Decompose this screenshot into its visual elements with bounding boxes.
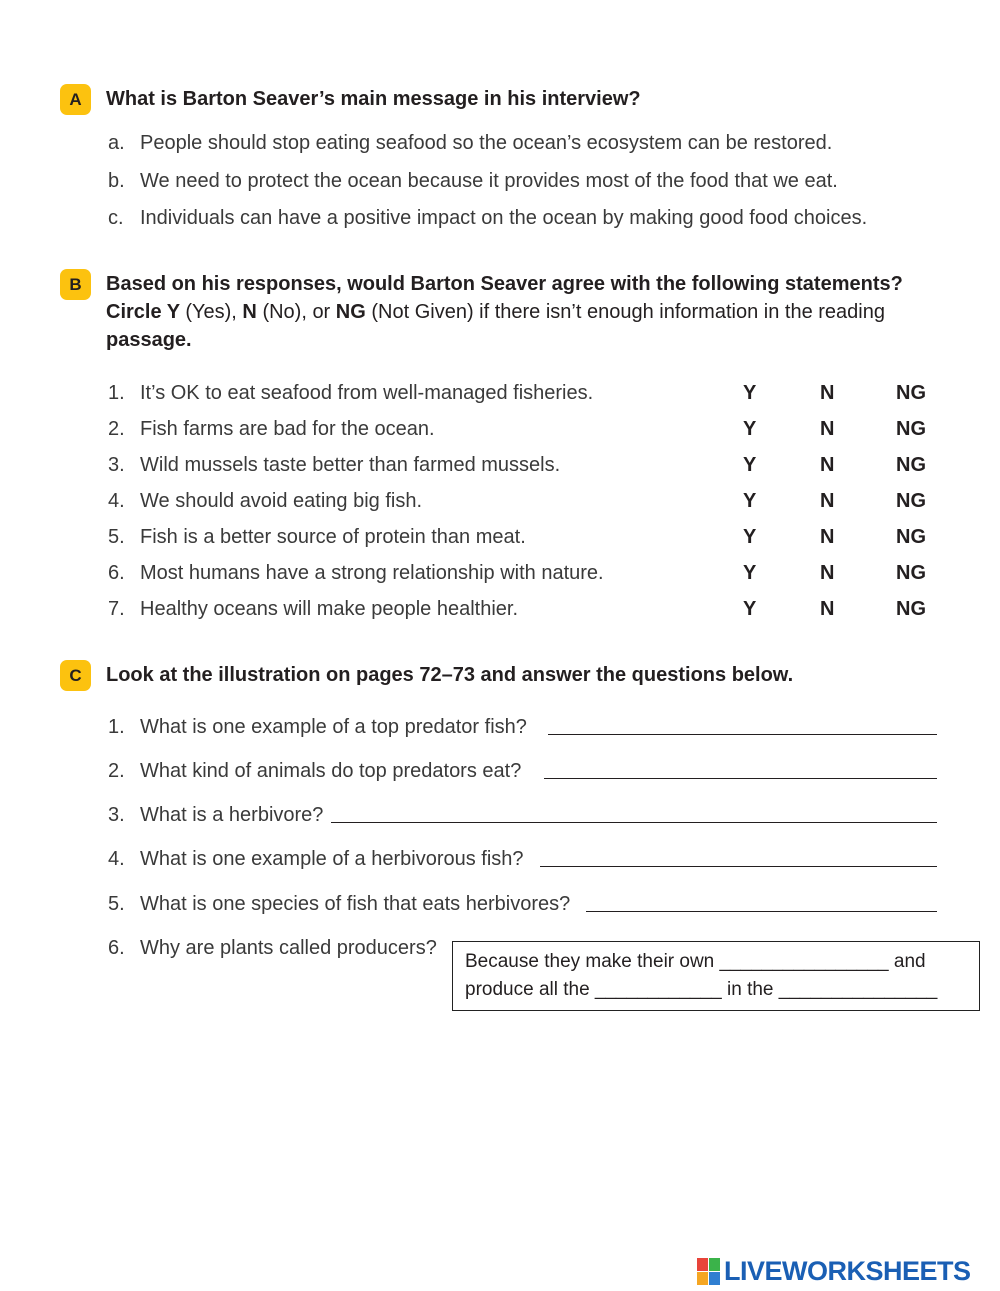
option-b[interactable]: b. We need to protect the ocean because it provides most of the food that we eat.: [108, 170, 838, 192]
question-c3: 3. What is a herbivore?: [108, 804, 324, 826]
answer-line-2[interactable]: [544, 778, 937, 779]
section-c-badge: C: [60, 660, 91, 691]
answer-box-line-2: produce all the ____________ in the _______________: [465, 979, 938, 1000]
statement-5: 5. Fish is a better source of protein than meat.: [108, 526, 526, 548]
choice-ng-7[interactable]: NG: [896, 598, 926, 620]
choice-ng-1[interactable]: NG: [896, 382, 926, 404]
choice-y-5[interactable]: Y: [743, 526, 757, 548]
section-b-badge: B: [60, 269, 91, 300]
statement-2: 2. Fish farms are bad for the ocean.: [108, 418, 435, 440]
section-c-question: Look at the illustration on pages 72–73 and answer the questions below.: [106, 664, 794, 686]
question-c6: 6. Why are plants called producers?: [108, 937, 437, 959]
choice-ng-5[interactable]: NG: [896, 526, 926, 548]
answer-line-1[interactable]: [548, 734, 937, 735]
choice-y-7[interactable]: Y: [743, 598, 757, 620]
choice-y-1[interactable]: Y: [743, 382, 757, 404]
choice-n-2[interactable]: N: [820, 418, 835, 440]
option-a[interactable]: a. People should stop eating seafood so the ocean’s ecosystem can be restored.: [108, 132, 833, 154]
answer-textbox[interactable]: [452, 941, 980, 1011]
choice-ng-4[interactable]: NG: [896, 490, 926, 512]
question-c2: 2. What kind of animals do top predators eat?: [108, 760, 522, 782]
choice-ng-3[interactable]: NG: [896, 454, 926, 476]
question-c4: 4. What is one example of a herbivorous fish?: [108, 848, 524, 870]
answer-line-3[interactable]: [331, 822, 937, 823]
section-b-instructions: Based on his responses, would Barton Seaver agree with the following statements? Circle Y (Yes), N (No), or NG (Not Given) if there isn’t enough information in the reading passage.: [106, 273, 903, 351]
question-c5: 5. What is one species of fish that eats herbivores?: [108, 893, 571, 915]
section-a-badge: A: [60, 84, 91, 115]
statement-4: 4. We should avoid eating big fish.: [108, 490, 423, 512]
liveworksheets-logo: [697, 1256, 971, 1287]
answer-line-5[interactable]: [586, 911, 937, 912]
statement-1: 1. It’s OK to eat seafood from well-managed fisheries.: [108, 382, 594, 404]
statement-3: 3. Wild mussels taste better than farmed mussels.: [108, 454, 561, 476]
question-c1: 1. What is one example of a top predator fish?: [108, 716, 527, 738]
logo-text: LIVEWORKSHEETS: [724, 1256, 971, 1286]
statement-7: 7. Healthy oceans will make people healthier.: [108, 598, 518, 620]
choice-y-2[interactable]: Y: [743, 418, 757, 440]
answer-box-line-1: Because they make their own ________________ and: [465, 951, 926, 972]
section-a-question: What is Barton Seaver’s main message in his interview?: [106, 88, 641, 110]
choice-ng-6[interactable]: NG: [896, 562, 926, 584]
choice-n-7[interactable]: N: [820, 598, 835, 620]
choice-n-5[interactable]: N: [820, 526, 835, 548]
choice-n-4[interactable]: N: [820, 490, 835, 512]
answer-line-4[interactable]: [540, 866, 937, 867]
logo-mark-icon: [697, 1258, 720, 1285]
choice-n-1[interactable]: N: [820, 382, 835, 404]
choice-n-6[interactable]: N: [820, 562, 835, 584]
choice-y-4[interactable]: Y: [743, 490, 757, 512]
choice-y-6[interactable]: Y: [743, 562, 757, 584]
choice-ng-2[interactable]: NG: [896, 418, 926, 440]
choice-n-3[interactable]: N: [820, 454, 835, 476]
statement-6: 6. Most humans have a strong relationship with nature.: [108, 562, 604, 584]
choice-y-3[interactable]: Y: [743, 454, 757, 476]
option-c[interactable]: c. Individuals can have a positive impact on the ocean by making good food choices.: [108, 207, 868, 229]
